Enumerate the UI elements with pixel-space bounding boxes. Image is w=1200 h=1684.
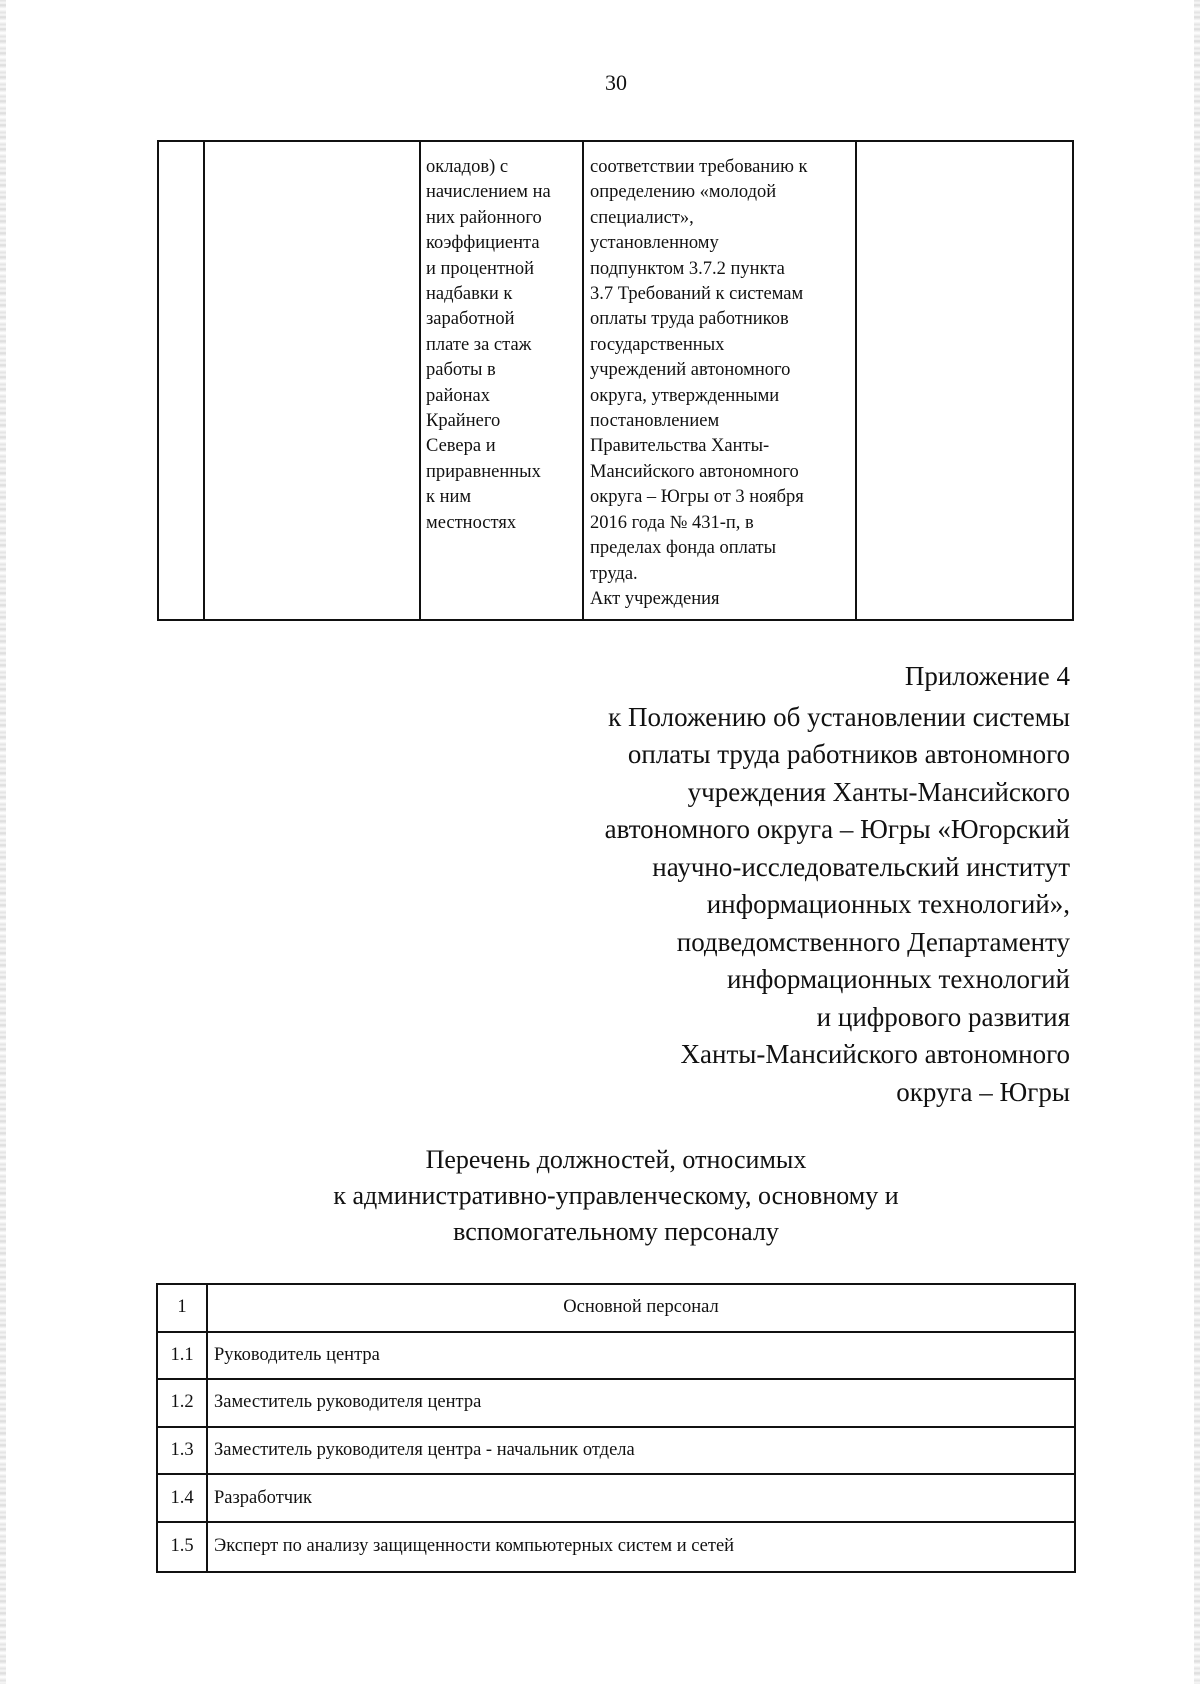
continuation-table-col-number	[159, 142, 205, 619]
cell-line: Мансийского автономного	[590, 461, 799, 482]
cell-line: округа – Югры от 3 ноября	[590, 487, 804, 508]
continuation-table-col-conditions	[584, 142, 857, 619]
cell-line: плате за стаж	[426, 334, 532, 355]
cell-line: коэффициента	[426, 233, 540, 254]
cell-line: приравненных	[426, 461, 541, 482]
row-number: 1	[158, 1285, 208, 1331]
cell-line: окладов) с	[426, 157, 509, 177]
appendix-header	[510, 658, 1070, 1111]
table-row	[158, 1523, 1074, 1571]
list-title	[0, 1142, 1200, 1250]
row-number: 1.3	[158, 1428, 208, 1474]
table-header-row	[158, 1285, 1074, 1333]
cell-line: пределах фонда оплаты	[590, 538, 777, 559]
row-number: 1.5	[158, 1523, 208, 1571]
positions-table	[156, 1283, 1076, 1573]
cell-line: труда.	[590, 563, 638, 584]
cell-line: надбавки к	[426, 284, 513, 305]
cell-line: Севера и	[426, 436, 496, 457]
list-title-line: вспомогательному персоналу	[453, 1217, 779, 1246]
appendix-line: информационных технологий»,	[706, 889, 1070, 919]
row-number: 1.4	[158, 1475, 208, 1521]
list-title-line: Перечень должностей, относимых	[425, 1145, 807, 1174]
continuation-table	[157, 140, 1074, 621]
row-number: 1.2	[158, 1380, 208, 1426]
cell-line: соответствии требованию к	[590, 157, 808, 177]
appendix-line: информационных технологий	[726, 964, 1070, 994]
cell-line: определению «молодой	[590, 182, 777, 203]
continuation-table-col-payment-terms	[421, 142, 584, 619]
appendix-line: научно-исследовательский институт	[652, 851, 1070, 882]
cell-line: 2016 года № 431-п, в	[590, 512, 754, 533]
continuation-table-col-notes	[857, 142, 1072, 619]
table-row	[158, 1333, 1074, 1381]
cell-line: округа, утвержденными	[590, 385, 780, 406]
cell-line: подпунктом 3.7.2 пункта	[590, 258, 785, 279]
position-title: Заместитель руководителя центра - начальник отдела	[214, 1440, 635, 1461]
cell-line: учреждений автономного	[590, 360, 791, 381]
scan-edge-left	[0, 0, 6, 1684]
cell-line: оплаты труда работников	[590, 309, 789, 330]
position-title: Эксперт по анализу защищенности компьютерных систем и сетей	[214, 1536, 735, 1557]
cell-line: начислением на	[426, 182, 551, 203]
scan-edge-right	[1194, 0, 1200, 1684]
appendix-title: Приложение 4	[904, 661, 1070, 691]
appendix-line: автономного округа – Югры «Югорский	[604, 814, 1070, 844]
page-number: 30	[605, 70, 627, 95]
row-number: 1.1	[158, 1333, 208, 1379]
cell-line: заработной	[426, 309, 515, 330]
appendix-line: и цифрового развития	[816, 1001, 1070, 1032]
position-title: Руководитель центра	[214, 1344, 380, 1365]
table-row	[158, 1380, 1074, 1428]
list-title-line: к административно-управленческому, основному и	[333, 1181, 899, 1210]
appendix-line: учреждения Ханты-Мансийского	[687, 776, 1070, 807]
cell-line: местностях	[426, 512, 517, 533]
cell-line: государственных	[590, 334, 725, 355]
cell-line: и процентной	[426, 258, 535, 279]
table-row	[158, 1428, 1074, 1476]
cell-line: районах	[426, 385, 490, 406]
position-title: Разработчик	[214, 1487, 312, 1508]
cell-line: Акт учреждения	[590, 588, 720, 609]
cell-line: установленному	[590, 233, 719, 254]
cell-line: Правительства Ханты-	[590, 436, 770, 457]
cell-line: постановлением	[590, 411, 720, 432]
cell-line: 3.7 Требований к системам	[590, 284, 804, 305]
table-row	[158, 1475, 1074, 1523]
cell-line: них районного	[426, 207, 542, 228]
cell-line: работы в	[426, 360, 496, 381]
appendix-line: округа – Югры	[896, 1076, 1070, 1107]
section-heading: Основной персонал	[563, 1297, 719, 1318]
appendix-line: к Положению об установлении системы	[608, 701, 1070, 732]
appendix-line: подведомственного Департаменту	[676, 926, 1070, 957]
appendix-line: Ханты-Мансийского автономного	[680, 1039, 1070, 1069]
continuation-table-col-position	[205, 142, 421, 619]
cell-line: специалист»,	[590, 207, 694, 228]
position-title: Заместитель руководителя центра	[214, 1392, 482, 1413]
appendix-line: оплаты труда работников автономного	[627, 739, 1070, 769]
cell-line: к ним	[426, 487, 472, 508]
cell-line: Крайнего	[426, 411, 501, 432]
